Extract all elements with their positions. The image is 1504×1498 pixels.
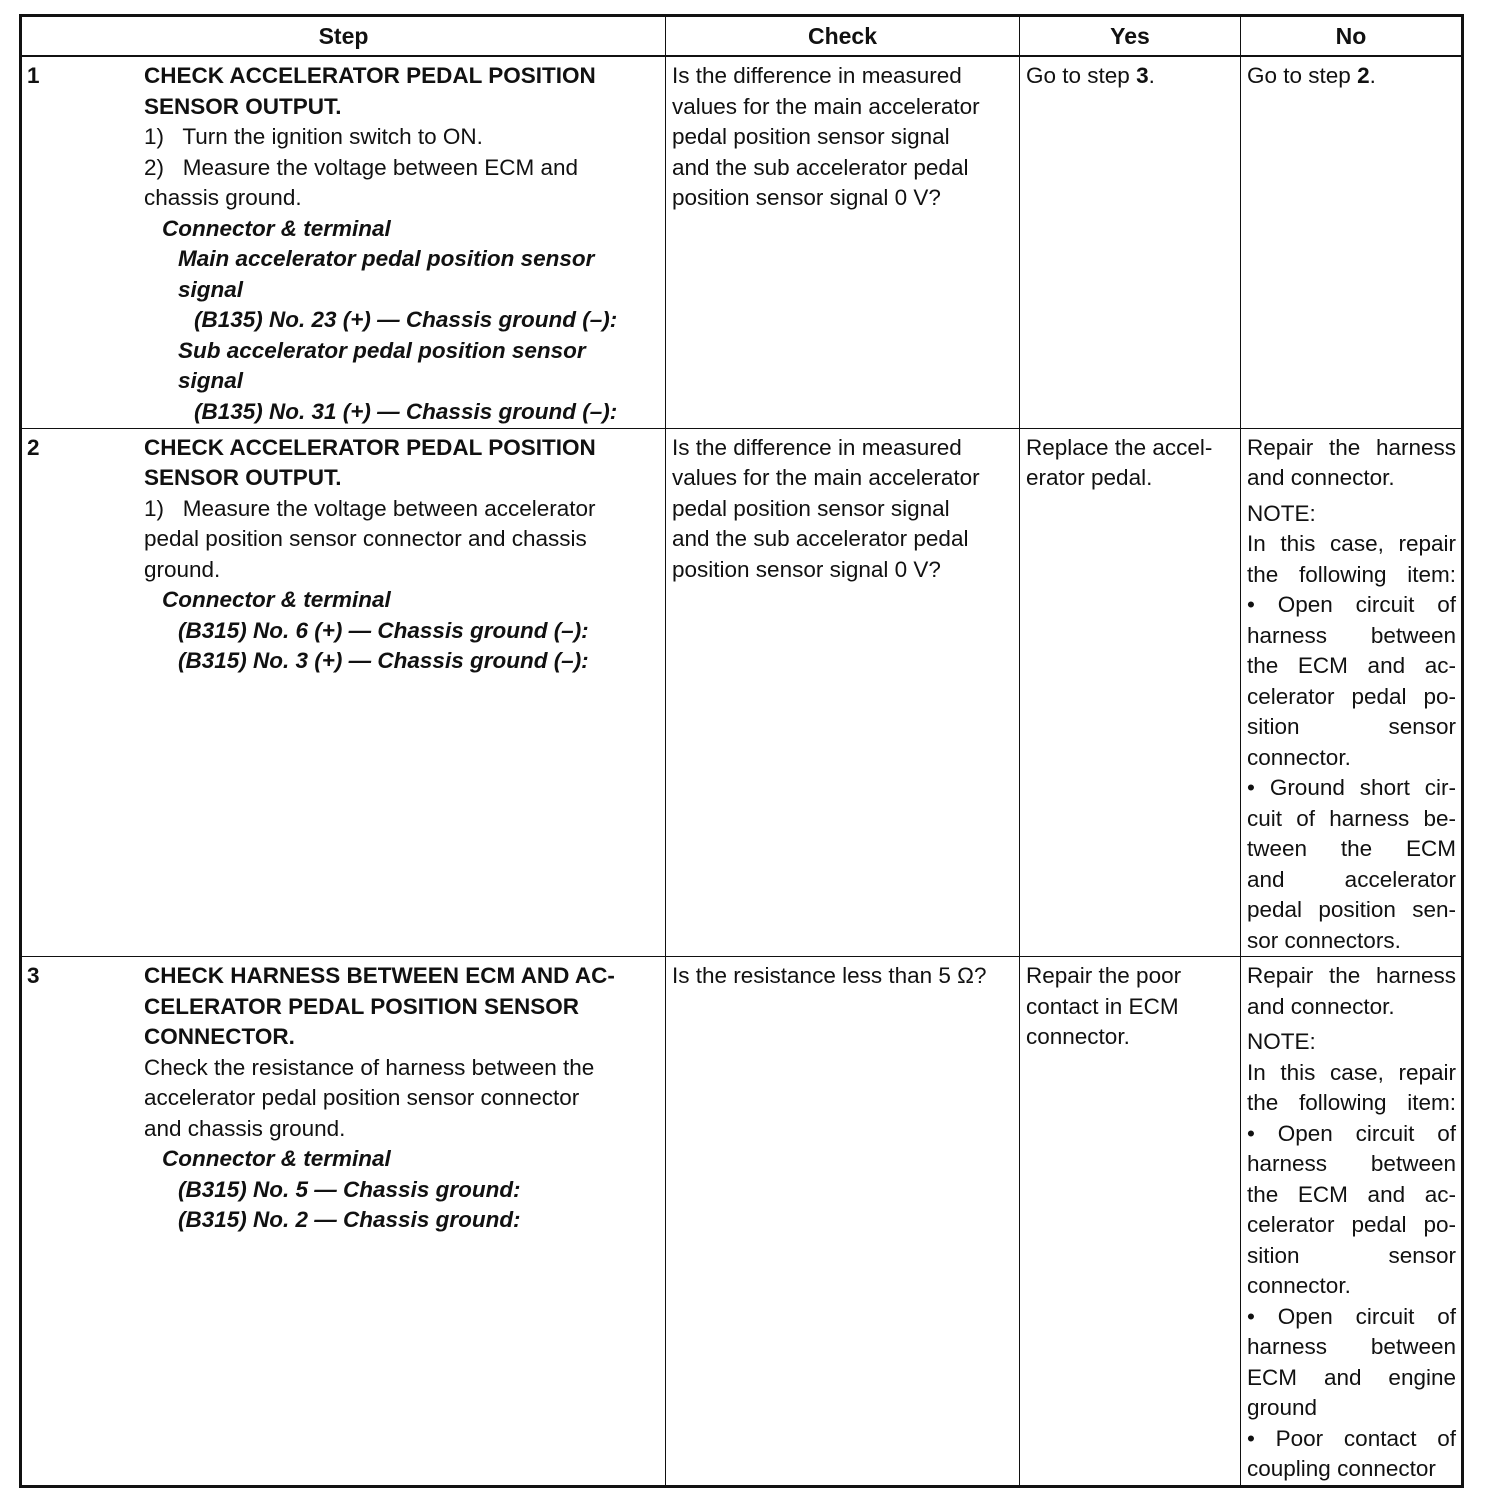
note-text: ground [1247,1395,1318,1420]
note-text: cuit of harness be- [1247,805,1456,831]
note-text: pedal position sen- [1247,897,1456,922]
note-text: connector. [1247,744,1351,770]
note-text: celerator pedal po- [1247,1212,1456,1237]
check-text: pedal position sensor signal [672,124,950,149]
step-instruction: pedal position sensor connector and chassis [144,526,587,551]
table-row [21,56,1463,428]
note-text: harness between [1247,1151,1456,1176]
note-text: coupling connector [1247,1456,1436,1481]
connector-item: signal [178,276,244,302]
step-instruction: ground. [144,556,221,582]
step-title: CELERATOR PEDAL POSITION SENSOR [144,993,580,1019]
step-title: SENSOR OUTPUT. [144,93,342,119]
step-title: CHECK ACCELERATOR PEDAL POSITION [144,434,596,460]
step-instruction: 1) Measure the voltage between accelerator [144,495,596,521]
step-title: CONNECTOR. [144,1024,295,1049]
no-text: Repair the harness [1247,434,1456,460]
step-instruction: accelerator pedal position sensor connector [144,1085,580,1110]
connector-terminal: (B135) No. 23 (+) — Chassis ground (–): [194,307,618,332]
connector-label: Connector & terminal [162,215,391,241]
yes-text-end: . [1148,63,1155,88]
check-text: Is the difference in measured [672,63,962,88]
no-text-end: . [1369,63,1376,88]
note-text: • Ground short cir- [1247,775,1456,800]
note-text: • Open circuit of [1247,1120,1456,1146]
yes-cell [1020,56,1241,428]
step-cell [21,957,666,1487]
check-text: and the sub accelerator pedal [672,154,969,180]
check-text: Is the resistance less than 5 Ω? [672,963,987,988]
header-check: Check [666,16,1020,57]
yes-step-link[interactable]: 3 [1136,63,1149,88]
note-text: and accelerator [1247,866,1456,892]
no-text: Repair the harness [1247,963,1456,988]
connector-label: Connector & terminal [162,1146,391,1171]
header-step: Step [21,16,666,57]
note-text: sor connectors. [1247,927,1401,953]
note-text: • Poor contact of [1247,1425,1456,1451]
no-text: and connector. [1247,465,1395,490]
step-title: CHECK ACCELERATOR PEDAL POSITION [144,63,596,88]
check-text: values for the main accelerator [672,465,980,490]
check-cell [666,428,1020,957]
yes-text: contact in ECM [1026,993,1179,1019]
note-text: sition sensor [1247,1242,1456,1268]
note-text: celerator pedal po- [1247,683,1456,709]
check-cell [666,957,1020,1487]
check-text: position sensor signal 0 V? [672,556,941,582]
diagnostic-table [19,14,1464,1488]
note-text: the following item: [1247,1090,1456,1115]
note-text: • Open circuit of [1247,1303,1456,1329]
no-text: and connector. [1247,993,1395,1019]
note-text: • Open circuit of [1247,592,1456,617]
yes-text: Go to step [1026,63,1137,88]
check-text: position sensor signal 0 V? [672,185,941,210]
step-instruction: chassis ground. [144,185,302,210]
check-text: Is the difference in measured [672,434,962,460]
note-text: the ECM and ac- [1247,653,1456,678]
check-text: and the sub accelerator pedal [672,526,969,551]
yes-cell [1020,957,1241,1487]
connector-terminal: (B315) No. 3 (+) — Chassis ground (–): [178,648,589,673]
yes-text: connector. [1026,1024,1130,1049]
note-text: sition sensor [1247,714,1456,739]
connector-terminal: (B135) No. 31 (+) — Chassis ground (–): [194,398,618,424]
yes-text: erator pedal. [1026,465,1153,490]
connector-item: signal [178,368,244,393]
note-text: harness between [1247,1334,1456,1359]
step-cell [21,428,666,957]
step-number: 2 [27,434,40,460]
no-step-link[interactable]: 2 [1357,63,1370,88]
step-title: SENSOR OUTPUT. [144,465,342,490]
yes-cell [1020,428,1241,957]
check-text: values for the main accelerator [672,93,980,119]
step-title: CHECK HARNESS BETWEEN ECM AND AC- [144,963,615,988]
header-no: No [1241,16,1463,57]
no-cell [1241,957,1463,1487]
yes-text: Repair the poor [1026,963,1182,988]
note-text: connector. [1247,1273,1351,1298]
note-text: In this case, repair [1247,1059,1456,1085]
step-instruction: and chassis ground. [144,1115,346,1141]
table-row [21,957,1463,1487]
connector-item: Main accelerator pedal position sensor [178,246,595,271]
step-instruction: 2) Measure the voltage between ECM and [144,154,578,180]
connector-label: Connector & terminal [162,587,391,612]
connector-terminal: (B315) No. 2 — Chassis ground: [178,1207,521,1232]
step-cell [21,56,666,428]
note-text: In this case, repair [1247,531,1456,556]
step-number: 1 [27,63,40,88]
note-label: NOTE: [1247,1029,1316,1054]
yes-text: Replace the accel- [1026,434,1213,460]
no-text: Go to step [1247,63,1358,88]
note-text: harness between [1247,622,1456,648]
connector-terminal: (B315) No. 6 (+) — Chassis ground (–): [178,617,589,643]
check-text: pedal position sensor signal [672,495,950,521]
step-instruction: 1) Turn the ignition switch to ON. [144,124,483,149]
table-row [21,428,1463,957]
note-text: the following item: [1247,561,1456,587]
no-cell [1241,428,1463,957]
note-label: NOTE: [1247,500,1316,526]
step-number: 3 [27,963,40,988]
header-row [21,16,1463,57]
no-cell [1241,56,1463,428]
note-text: the ECM and ac- [1247,1181,1456,1207]
check-cell [666,56,1020,428]
note-text: ECM and engine [1247,1364,1456,1390]
step-instruction: Check the resistance of harness between the [144,1054,595,1080]
header-yes: Yes [1020,16,1241,57]
connector-item: Sub accelerator pedal position sensor [178,337,586,363]
note-text: tween the ECM [1247,836,1456,861]
connector-terminal: (B315) No. 5 — Chassis ground: [178,1176,521,1202]
